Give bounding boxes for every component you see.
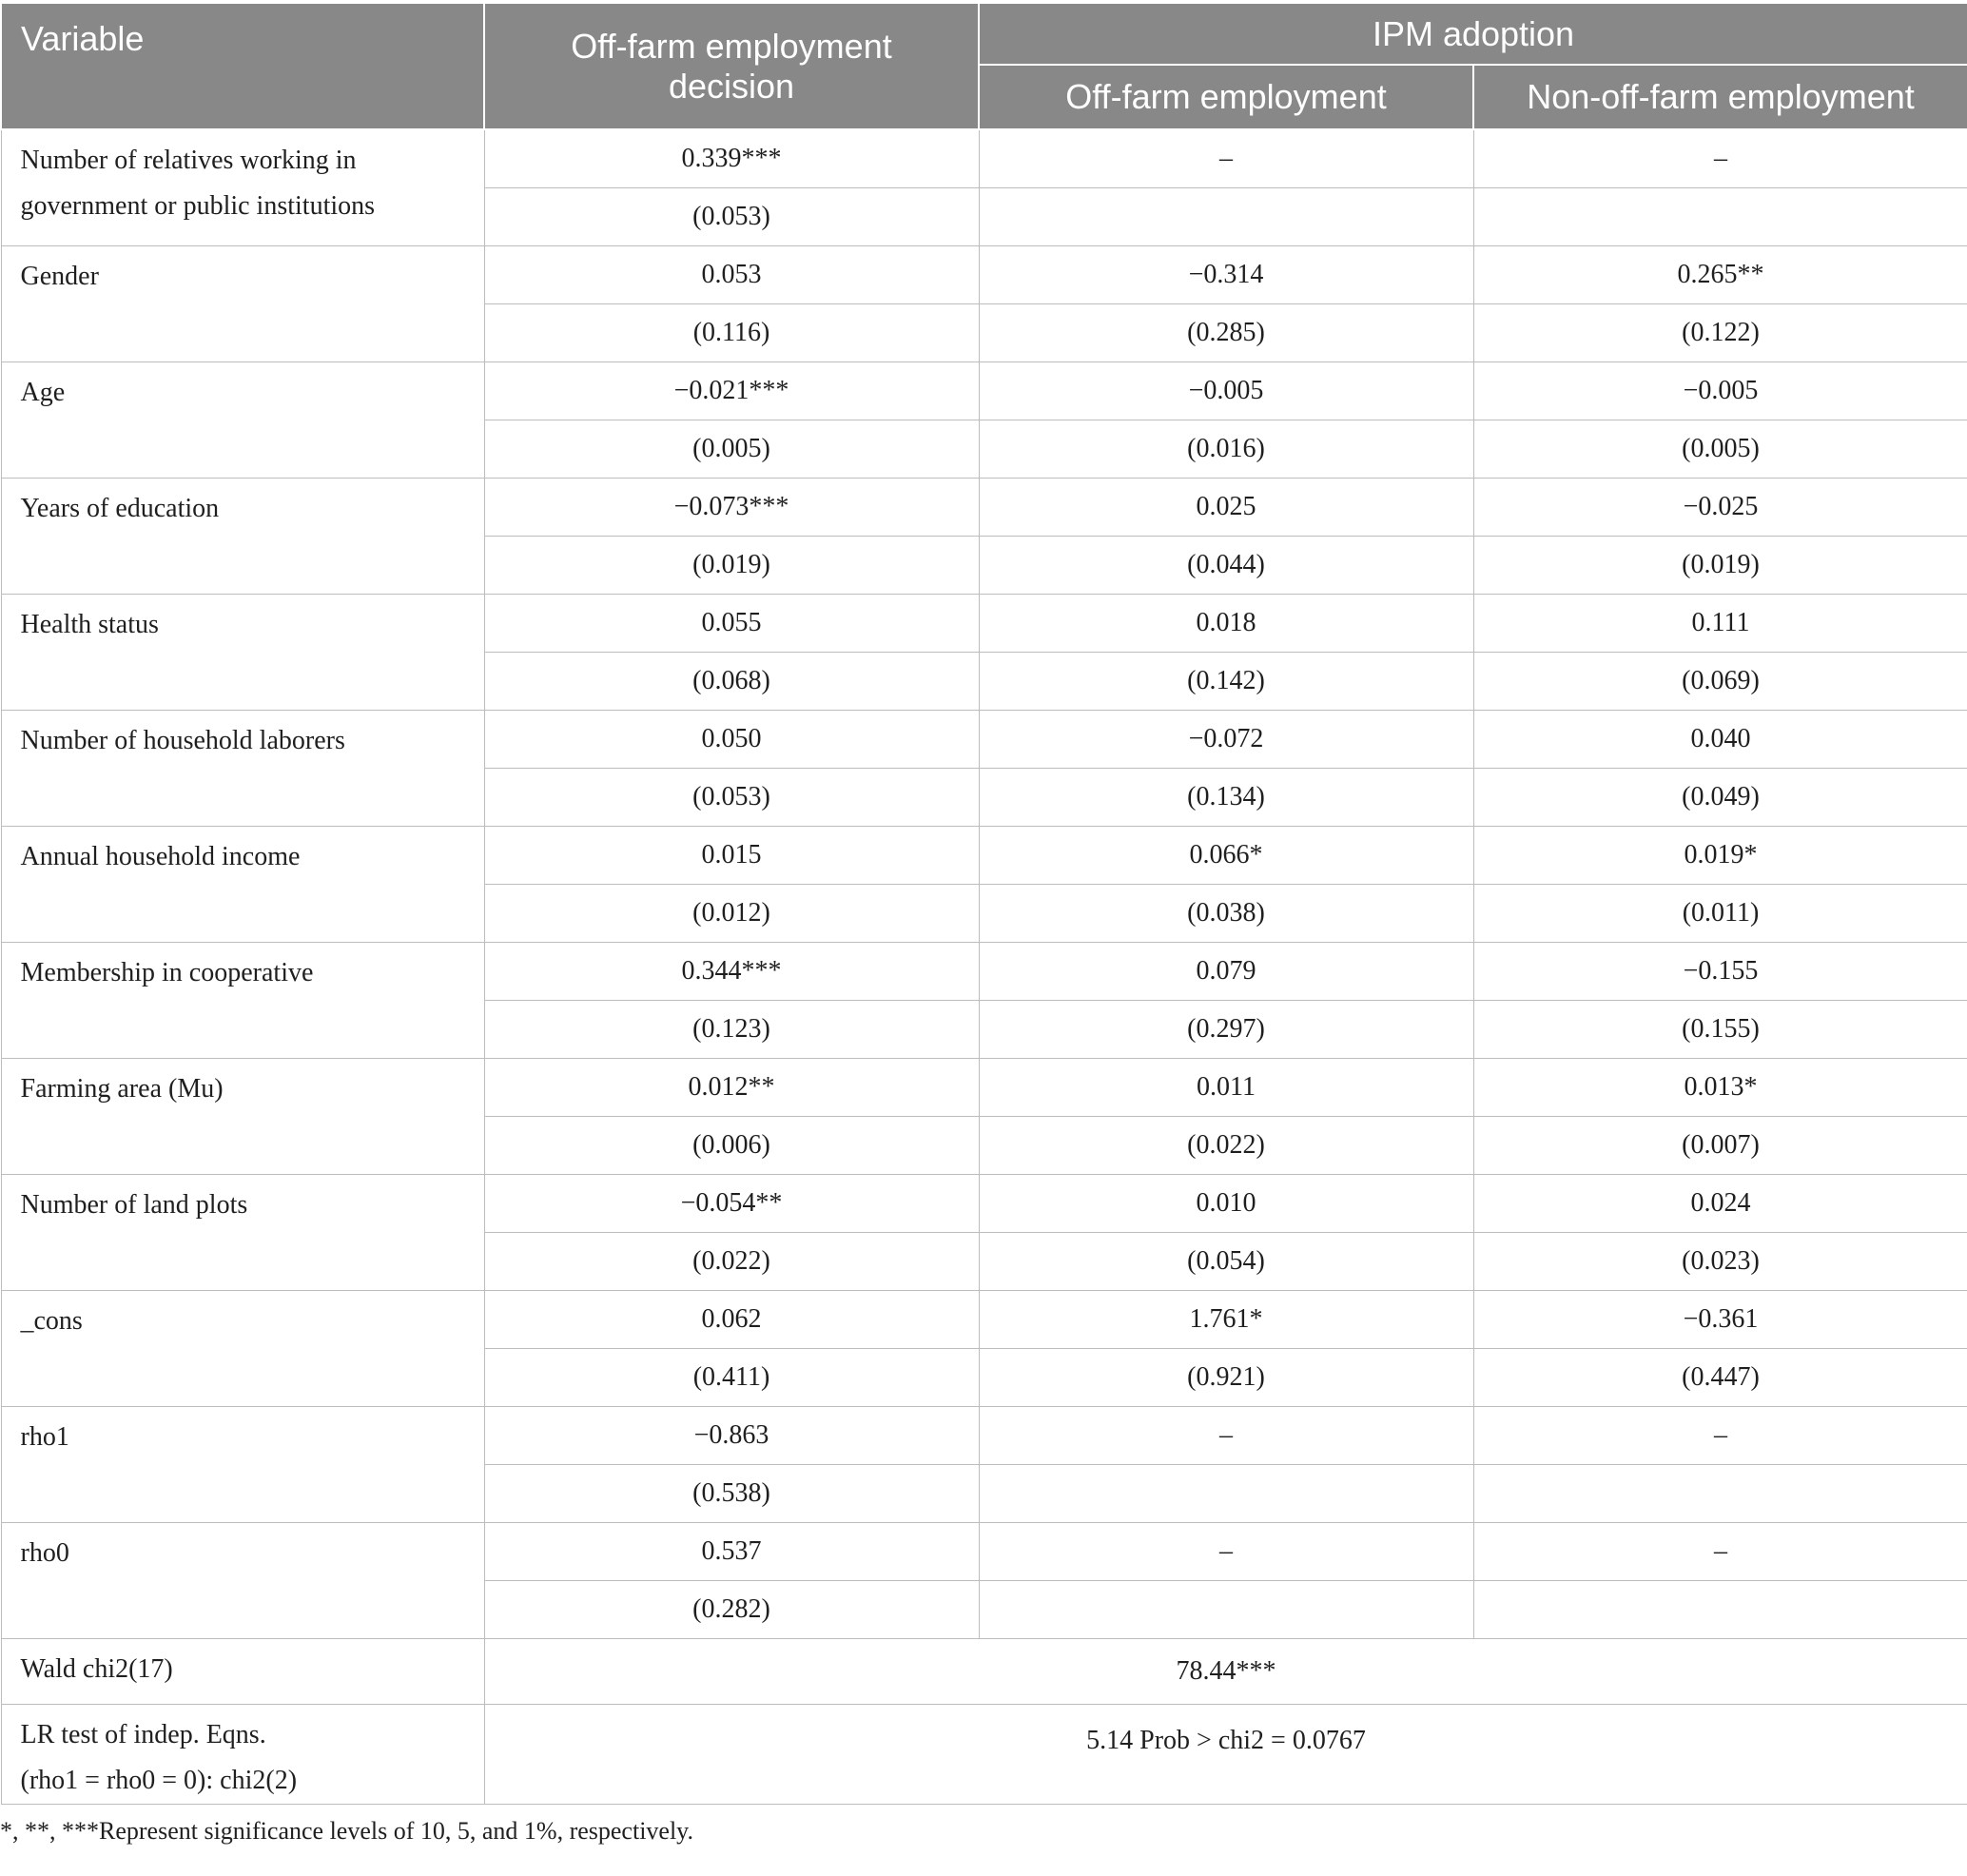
coefficient-cell: 0.053 — [484, 246, 979, 304]
standard-error-cell: (0.053) — [484, 769, 979, 827]
coefficient-cell: 0.111 — [1473, 595, 1967, 653]
standard-error-cell: (0.921) — [979, 1349, 1473, 1407]
variable-label: Farming area (Mu) — [1, 1059, 484, 1175]
standard-error-cell: (0.155) — [1473, 1001, 1967, 1059]
standard-error-cell: (0.053) — [484, 188, 979, 246]
standard-error-cell: (0.134) — [979, 769, 1473, 827]
table-row-coef — [1, 711, 1967, 769]
standard-error-cell: (0.285) — [979, 304, 1473, 362]
table-row-coef — [1, 479, 1967, 537]
standard-error-cell: (0.049) — [1473, 769, 1967, 827]
standard-error-cell: (0.011) — [1473, 885, 1967, 943]
table-row-coef — [1, 943, 1967, 1001]
lr-test-label-line1: LR test of indep. Eqns. — [20, 1720, 266, 1749]
coefficient-cell: −0.005 — [1473, 362, 1967, 420]
standard-error-cell: (0.122) — [1473, 304, 1967, 362]
lr-test-value: 5.14 Prob > chi2 = 0.0767 — [484, 1705, 1967, 1805]
coefficient-cell: 0.025 — [979, 479, 1473, 537]
standard-error-cell: (0.023) — [1473, 1233, 1967, 1291]
standard-error-cell: (0.007) — [1473, 1117, 1967, 1175]
standard-error-cell: (0.068) — [484, 653, 979, 711]
variable-label: _cons — [1, 1291, 484, 1407]
coefficient-cell: 0.050 — [484, 711, 979, 769]
header-ipm-adoption: IPM adoption — [979, 4, 1967, 65]
coefficient-cell: 0.019* — [1473, 827, 1967, 885]
table-row-coef — [1, 595, 1967, 653]
table-row-coef — [1, 129, 1967, 188]
table-row-coef — [1, 1175, 1967, 1233]
table-row-coef — [1, 1523, 1967, 1581]
coefficient-cell: 1.761* — [979, 1291, 1473, 1349]
header-off-farm-employment: Off-farm employment — [979, 65, 1473, 129]
variable-label: Membership in cooperative — [1, 943, 484, 1059]
coefficient-cell: 0.079 — [979, 943, 1473, 1001]
coefficient-cell: 0.013* — [1473, 1059, 1967, 1117]
coefficient-cell: 0.015 — [484, 827, 979, 885]
standard-error-cell: (0.069) — [1473, 653, 1967, 711]
coefficient-cell: 0.011 — [979, 1059, 1473, 1117]
lr-test-label-line2: (rho1 = rho0 = 0): chi2(2) — [20, 1766, 298, 1795]
standard-error-cell: (0.022) — [484, 1233, 979, 1291]
standard-error-cell: (0.447) — [1473, 1349, 1967, 1407]
coefficient-cell: – — [1473, 129, 1967, 188]
variable-label: Years of education — [1, 479, 484, 595]
standard-error-cell — [1473, 1581, 1967, 1639]
standard-error-cell: (0.054) — [979, 1233, 1473, 1291]
standard-error-cell: (0.005) — [484, 420, 979, 479]
lr-test-label — [1, 1705, 484, 1805]
coefficient-cell: 0.265** — [1473, 246, 1967, 304]
standard-error-cell — [1473, 188, 1967, 246]
coefficient-cell: – — [979, 129, 1473, 188]
coefficient-cell: 0.339*** — [484, 129, 979, 188]
table-row-coef — [1, 827, 1967, 885]
variable-label: Number of relatives working in government or public institutions — [1, 129, 484, 246]
wald-label: Wald chi2(17) — [1, 1639, 484, 1705]
coefficient-cell: −0.005 — [979, 362, 1473, 420]
table-stats — [1, 1639, 1967, 1805]
variable-label: Age — [1, 362, 484, 479]
coefficient-cell: – — [979, 1523, 1473, 1581]
standard-error-cell — [979, 1465, 1473, 1523]
standard-error-cell: (0.538) — [484, 1465, 979, 1523]
table-header — [1, 4, 1967, 129]
coefficient-cell: −0.314 — [979, 246, 1473, 304]
coefficient-cell: 0.344*** — [484, 943, 979, 1001]
coefficient-cell: – — [1473, 1407, 1967, 1465]
table-row-coef — [1, 1291, 1967, 1349]
standard-error-cell: (0.019) — [484, 537, 979, 595]
standard-error-cell: (0.016) — [979, 420, 1473, 479]
standard-error-cell: (0.044) — [979, 537, 1473, 595]
coefficient-cell: 0.010 — [979, 1175, 1473, 1233]
standard-error-cell: (0.012) — [484, 885, 979, 943]
standard-error-cell: (0.123) — [484, 1001, 979, 1059]
standard-error-cell: (0.038) — [979, 885, 1473, 943]
variable-label: Gender — [1, 246, 484, 362]
standard-error-cell: (0.006) — [484, 1117, 979, 1175]
variable-label: Annual household income — [1, 827, 484, 943]
table-row-coef — [1, 1059, 1967, 1117]
coefficient-cell: 0.062 — [484, 1291, 979, 1349]
variable-label: Health status — [1, 595, 484, 711]
regression-table-container — [0, 4, 1967, 1848]
coefficient-cell: −0.054** — [484, 1175, 979, 1233]
coefficient-cell: 0.537 — [484, 1523, 979, 1581]
table-footnote: *, **, ***Represent significance levels of 10, 5, and 1%, respectively. — [0, 1817, 693, 1845]
coefficient-cell: −0.021*** — [484, 362, 979, 420]
wald-row — [1, 1639, 1967, 1705]
variable-label: rho0 — [1, 1523, 484, 1639]
coefficient-cell: – — [979, 1407, 1473, 1465]
variable-label: rho1 — [1, 1407, 484, 1523]
coefficient-cell: −0.863 — [484, 1407, 979, 1465]
wald-value: 78.44*** — [484, 1639, 1967, 1705]
standard-error-cell — [1473, 1465, 1967, 1523]
standard-error-cell: (0.116) — [484, 304, 979, 362]
standard-error-cell: (0.297) — [979, 1001, 1473, 1059]
coefficient-cell: 0.040 — [1473, 711, 1967, 769]
standard-error-cell — [979, 1581, 1473, 1639]
table-row-coef — [1, 246, 1967, 304]
table-row-coef — [1, 1407, 1967, 1465]
coefficient-cell: −0.361 — [1473, 1291, 1967, 1349]
standard-error-cell: (0.019) — [1473, 537, 1967, 595]
coefficient-cell: 0.055 — [484, 595, 979, 653]
coefficient-cell: −0.072 — [979, 711, 1473, 769]
standard-error-cell: (0.005) — [1473, 420, 1967, 479]
coefficient-cell: −0.025 — [1473, 479, 1967, 537]
table-body — [1, 129, 1967, 1639]
header-non-off-farm-employment: Non-off-farm employment — [1473, 65, 1967, 129]
coefficient-cell: 0.066* — [979, 827, 1473, 885]
header-variable: Variable — [1, 4, 484, 129]
coefficient-cell: −0.155 — [1473, 943, 1967, 1001]
standard-error-cell: (0.022) — [979, 1117, 1473, 1175]
variable-label: Number of household laborers — [1, 711, 484, 827]
standard-error-cell: (0.142) — [979, 653, 1473, 711]
coefficient-cell: – — [1473, 1523, 1967, 1581]
standard-error-cell — [979, 188, 1473, 246]
variable-label: Number of land plots — [1, 1175, 484, 1291]
header-off-farm-decision: Off-farm employment decision — [484, 4, 979, 129]
standard-error-cell: (0.282) — [484, 1581, 979, 1639]
standard-error-cell: (0.411) — [484, 1349, 979, 1407]
coefficient-cell: 0.012** — [484, 1059, 979, 1117]
coefficient-cell: −0.073*** — [484, 479, 979, 537]
coefficient-cell: 0.018 — [979, 595, 1473, 653]
coefficient-cell: 0.024 — [1473, 1175, 1967, 1233]
regression-table — [0, 4, 1967, 1805]
lr-test-row — [1, 1705, 1967, 1805]
table-row-coef — [1, 362, 1967, 420]
